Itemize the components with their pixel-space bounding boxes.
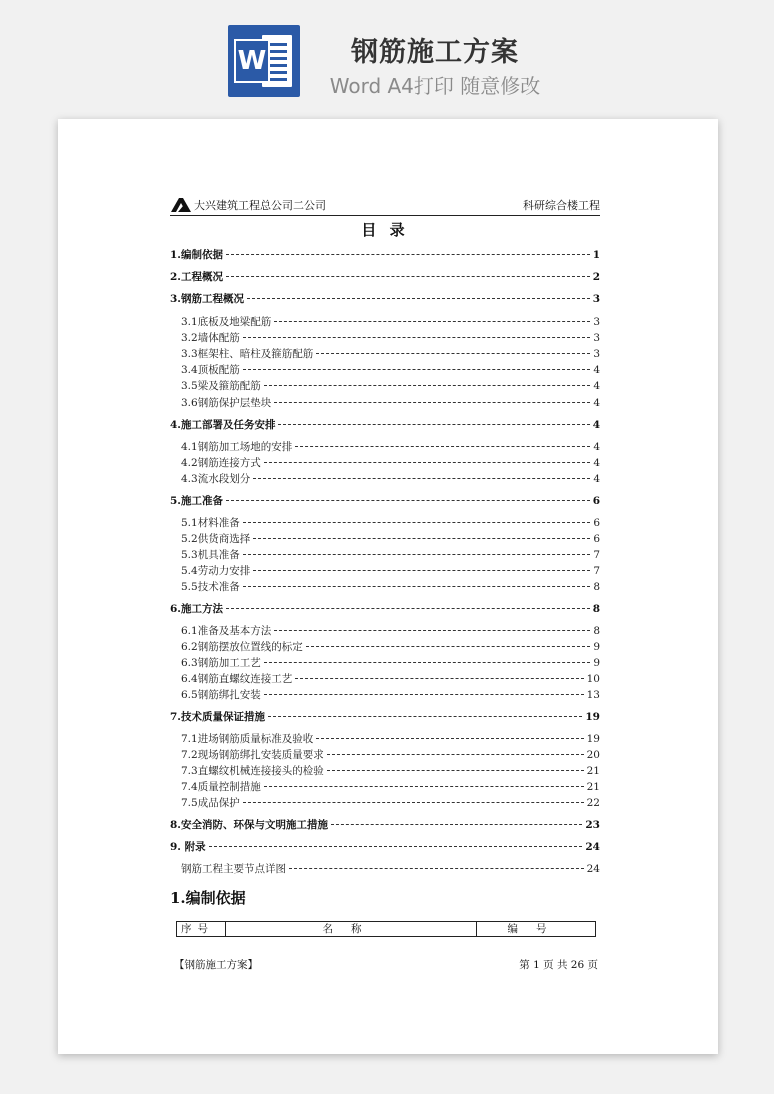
toc-entry[interactable] <box>170 292 600 306</box>
toc-entry-page: 4 <box>593 364 600 376</box>
table-header-cell: 编号 <box>477 922 596 937</box>
toc-entry[interactable] <box>170 748 600 762</box>
toc-leader <box>295 678 583 679</box>
banner-title: 钢筋施工方案 <box>351 37 519 68</box>
toc-leader <box>327 770 584 771</box>
toc-entry-label: 7.4质量控制措施 <box>181 781 261 793</box>
toc-entry[interactable] <box>170 710 600 724</box>
toc-entry-page: 9 <box>593 641 600 653</box>
toc-entry-label: 3.5梁及箍筋配筋 <box>181 380 261 392</box>
toc-entry-label: 6.3钢筋加工工艺 <box>181 657 261 669</box>
footer-page-number: 第 1 页 共 26 页 <box>519 959 598 971</box>
toc-leader <box>268 716 582 717</box>
toc-entry-label: 5.施工准备 <box>170 495 223 507</box>
toc-entry-page: 7 <box>593 565 600 577</box>
table-header-row <box>177 922 596 937</box>
toc-entry-page: 4 <box>593 397 600 409</box>
toc-title: 目 录 <box>361 221 409 239</box>
project-name: 科研综合楼工程 <box>523 199 600 212</box>
toc-entry[interactable] <box>170 564 600 578</box>
toc-leader <box>264 385 591 386</box>
toc-entry-label: 3.钢筋工程概况 <box>170 293 244 305</box>
toc-leader <box>226 608 590 609</box>
toc-leader <box>226 254 590 255</box>
banner-subtitle: Word A4打印 随意修改 <box>329 74 541 98</box>
toc-entry[interactable] <box>170 732 600 746</box>
toc-entry-page: 3 <box>593 348 600 360</box>
toc-leader <box>331 824 582 825</box>
toc-entry[interactable] <box>170 494 600 508</box>
toc-entry-page: 2 <box>592 271 600 283</box>
toc-entry-label: 4.3流水段划分 <box>181 473 251 485</box>
toc-entry[interactable] <box>170 580 600 594</box>
toc-entry[interactable] <box>170 248 600 262</box>
toc-entry-label: 3.1底板及地梁配筋 <box>181 316 272 328</box>
toc-entry[interactable] <box>170 331 600 345</box>
toc-entry-label: 4.1钢筋加工场地的安排 <box>181 441 293 453</box>
toc-entry-label: 7.3直螺纹机械连接接头的检验 <box>181 765 324 777</box>
toc-entry-page: 19 <box>586 733 600 745</box>
toc-entry[interactable] <box>170 672 600 686</box>
toc-entry[interactable] <box>170 602 600 616</box>
toc-entry[interactable] <box>170 818 600 832</box>
toc-entry-page: 1 <box>592 249 600 261</box>
toc-entry[interactable] <box>170 363 600 377</box>
toc-entry[interactable] <box>170 862 600 876</box>
toc-entry-label: 3.2墙体配筋 <box>181 332 240 344</box>
toc-entry-label: 5.5技术准备 <box>181 581 240 593</box>
toc-leader <box>243 369 591 370</box>
toc-leader <box>274 402 590 403</box>
toc-leader <box>243 337 591 338</box>
toc-leader <box>226 500 590 501</box>
toc-entry-page: 24 <box>585 841 600 853</box>
toc-entry-page: 23 <box>585 819 600 831</box>
toc-entry[interactable] <box>170 840 600 854</box>
toc-leader <box>327 754 584 755</box>
toc-entry-label: 7.1进场钢筋质量标准及验收 <box>181 733 314 745</box>
toc-entry-label: 6.5钢筋绑扎安装 <box>181 689 261 701</box>
toc-entry[interactable] <box>170 418 600 432</box>
toc-entry-page: 22 <box>586 797 600 809</box>
toc-leader <box>243 802 584 803</box>
toc-leader <box>278 424 589 425</box>
toc-entry[interactable] <box>170 624 600 638</box>
toc-entry-page: 3 <box>593 316 600 328</box>
toc-entry-page: 4 <box>593 380 600 392</box>
toc-entry-page: 20 <box>586 749 600 761</box>
toc-leader <box>316 738 583 739</box>
toc-leader <box>243 522 591 523</box>
toc-leader <box>247 298 590 299</box>
toc-entry-label: 3.3框架柱、暗柱及箍筋配筋 <box>181 348 314 360</box>
company-logo-icon <box>170 197 192 213</box>
toc-entry-label: 5.2供货商选择 <box>181 533 251 545</box>
toc-leader <box>226 276 590 277</box>
toc-entry-page: 19 <box>585 711 600 723</box>
toc-leader <box>243 554 591 555</box>
toc-leader <box>295 446 590 447</box>
toc-entry-page: 4 <box>593 457 600 469</box>
toc-entry-label: 5.4劳动力安排 <box>181 565 251 577</box>
toc-leader <box>264 694 584 695</box>
toc-leader <box>253 478 590 479</box>
toc-entry-label: 2.工程概况 <box>170 271 223 283</box>
toc-entry-label: 7.2现场钢筋绑扎安装质量要求 <box>181 749 324 761</box>
toc-entry[interactable] <box>170 379 600 393</box>
toc-entry-label: 4.施工部署及任务安排 <box>170 419 276 431</box>
reference-table <box>176 921 596 937</box>
toc-leader <box>306 646 591 647</box>
toc-entry-label: 3.6钢筋保护层垫块 <box>181 397 272 409</box>
banner <box>0 0 774 115</box>
toc-entry-page: 4 <box>593 473 600 485</box>
company-name: 大兴建筑工程总公司二公司 <box>194 199 326 212</box>
toc-entry-label: 钢筋工程主要节点详图 <box>181 863 286 875</box>
toc-entry-label: 6.4钢筋直螺纹连接工艺 <box>181 673 293 685</box>
toc-entry-page: 4 <box>592 419 600 431</box>
toc-entry-page: 24 <box>586 863 600 875</box>
toc-entry[interactable] <box>170 656 600 670</box>
toc-entry-page: 6 <box>593 533 600 545</box>
toc-entry-label: 7.5成品保护 <box>181 797 240 809</box>
table-header-cell: 序号 <box>177 922 226 937</box>
toc-leader <box>209 846 583 847</box>
footer-document-name: 【钢筋施工方案】 <box>174 959 258 971</box>
toc-entry-page: 3 <box>593 332 600 344</box>
toc-entry[interactable] <box>170 347 600 361</box>
document-header <box>170 197 600 216</box>
toc-entry[interactable] <box>170 315 600 329</box>
toc-leader <box>253 538 590 539</box>
toc-entry-page: 8 <box>593 581 600 593</box>
toc-entry-page: 7 <box>593 549 600 561</box>
toc-entry-page: 10 <box>586 673 600 685</box>
toc-leader <box>316 353 590 354</box>
section-heading: 1.编制依据 <box>170 889 246 907</box>
toc-entry-page: 13 <box>586 689 600 701</box>
toc-entry[interactable] <box>170 548 600 562</box>
toc-entry[interactable] <box>170 780 600 794</box>
toc-entry[interactable] <box>170 472 600 486</box>
toc-entry-label: 4.2钢筋连接方式 <box>181 457 261 469</box>
toc-entry[interactable] <box>170 640 600 654</box>
toc-entry-label: 7.技术质量保证措施 <box>170 711 265 723</box>
toc-entry-label: 9. 附录 <box>170 841 206 853</box>
toc-entry-page: 3 <box>592 293 600 305</box>
toc-leader <box>274 321 590 322</box>
toc-entry-page: 21 <box>586 781 600 793</box>
toc-entry[interactable] <box>170 688 600 702</box>
toc-entry-label: 8.安全消防、环保与文明施工措施 <box>170 819 328 831</box>
toc-leader <box>264 662 591 663</box>
toc-entry-page: 6 <box>592 495 600 507</box>
toc-entry[interactable] <box>170 764 600 778</box>
toc-entry-page: 9 <box>593 657 600 669</box>
toc-entry-page: 21 <box>586 765 600 777</box>
toc-entry-label: 6.2钢筋摆放位置线的标定 <box>181 641 303 653</box>
toc-leader <box>264 462 591 463</box>
toc-entry[interactable] <box>170 270 600 284</box>
toc-entry-page: 8 <box>592 603 600 615</box>
word-icon-letter: W <box>234 39 270 83</box>
document-page <box>58 119 718 1054</box>
toc-leader <box>253 570 590 571</box>
toc-entry-page: 8 <box>593 625 600 637</box>
toc-leader <box>289 868 584 869</box>
toc-entry-label: 1.编制依据 <box>170 249 223 261</box>
toc-leader <box>243 586 591 587</box>
toc-leader <box>274 630 590 631</box>
table-header-cell: 名称 <box>226 922 477 937</box>
toc-entry[interactable] <box>170 396 600 410</box>
toc-entry-page: 6 <box>593 517 600 529</box>
toc-entry-label: 6.施工方法 <box>170 603 223 615</box>
toc-leader <box>264 786 584 787</box>
toc-entry-label: 3.4顶板配筋 <box>181 364 240 376</box>
toc-entry-label: 5.3机具准备 <box>181 549 240 561</box>
toc-entry-label: 6.1准备及基本方法 <box>181 625 272 637</box>
toc-entry[interactable] <box>170 440 600 454</box>
word-icon <box>228 25 300 97</box>
toc-entry[interactable] <box>170 796 600 810</box>
toc-entry[interactable] <box>170 532 600 546</box>
toc-entry-page: 4 <box>593 441 600 453</box>
toc-entry-label: 5.1材料准备 <box>181 517 240 529</box>
toc-entry[interactable] <box>170 516 600 530</box>
toc-entry[interactable] <box>170 456 600 470</box>
